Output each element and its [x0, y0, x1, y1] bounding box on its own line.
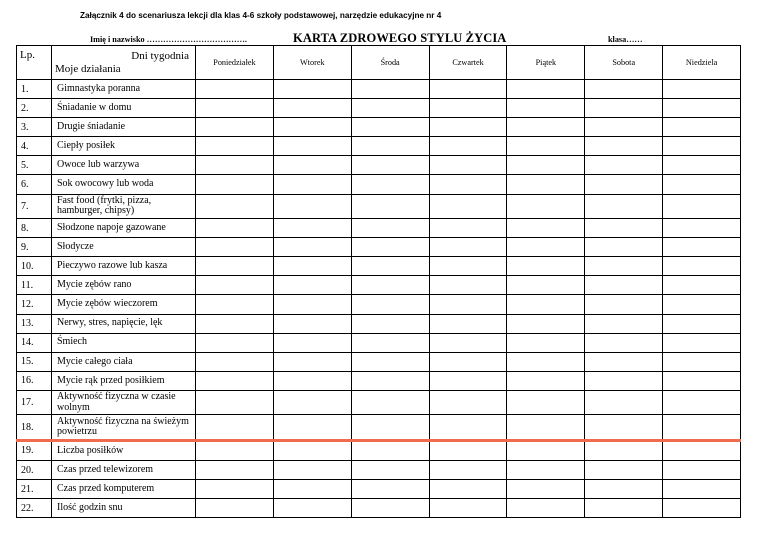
lp-header: Lp.: [17, 46, 52, 80]
days-header: Dni tygodnia: [131, 50, 189, 62]
day-entry-cell[interactable]: [351, 80, 429, 99]
day-entry-cell[interactable]: [663, 390, 741, 415]
row-number: 4.: [17, 137, 52, 156]
day-entry-cell[interactable]: [585, 238, 663, 257]
day-entry-cell[interactable]: [351, 99, 429, 118]
day-entry-cell[interactable]: [663, 118, 741, 137]
day-entry-cell[interactable]: [663, 415, 741, 441]
row-number: 6.: [17, 175, 52, 194]
day-entry-cell[interactable]: [429, 352, 507, 371]
table-row: [17, 440, 741, 460]
day-header: Sobota: [585, 46, 663, 80]
table-row: [17, 371, 741, 390]
day-entry-cell[interactable]: [196, 118, 274, 137]
day-entry-cell[interactable]: [507, 480, 585, 499]
table-row: [17, 276, 741, 295]
day-entry-cell[interactable]: [429, 480, 507, 499]
activity-label: Drugie śniadanie: [52, 118, 196, 137]
day-entry-cell[interactable]: [429, 219, 507, 238]
day-entry-cell[interactable]: [585, 219, 663, 238]
day-entry-cell[interactable]: [273, 194, 351, 219]
row-number: 3.: [17, 118, 52, 137]
table-header-row: [17, 46, 741, 80]
day-entry-cell[interactable]: [507, 276, 585, 295]
table-row: [17, 415, 741, 441]
activity-label: Pieczywo razowe lub kasza: [52, 257, 196, 276]
name-label: Imię i nazwisko ……………………………….: [90, 35, 247, 44]
day-entry-cell[interactable]: [507, 118, 585, 137]
day-entry-cell[interactable]: [585, 99, 663, 118]
day-entry-cell[interactable]: [663, 238, 741, 257]
day-entry-cell[interactable]: [273, 257, 351, 276]
day-entry-cell[interactable]: [585, 276, 663, 295]
day-entry-cell[interactable]: [507, 390, 585, 415]
day-entry-cell[interactable]: [663, 137, 741, 156]
activity-label: Owoce lub warzywa: [52, 156, 196, 175]
day-entry-cell[interactable]: [429, 390, 507, 415]
activity-label: Fast food (frytki, pizza, hamburger, chipsy): [52, 194, 196, 219]
day-entry-cell[interactable]: [663, 194, 741, 219]
day-entry-cell[interactable]: [585, 156, 663, 175]
day-entry-cell[interactable]: [507, 219, 585, 238]
day-entry-cell[interactable]: [663, 156, 741, 175]
activity-label: Śniadanie w domu: [52, 99, 196, 118]
day-entry-cell[interactable]: [273, 276, 351, 295]
row-number: 7.: [17, 194, 52, 219]
day-entry-cell[interactable]: [429, 499, 507, 518]
day-entry-cell[interactable]: [663, 480, 741, 499]
day-entry-cell[interactable]: [429, 99, 507, 118]
day-entry-cell[interactable]: [585, 415, 663, 441]
day-entry-cell[interactable]: [429, 175, 507, 194]
table-row: [17, 499, 741, 518]
day-entry-cell[interactable]: [273, 156, 351, 175]
activity-label: Śmiech: [52, 333, 196, 352]
day-entry-cell[interactable]: [351, 238, 429, 257]
day-entry-cell[interactable]: [507, 461, 585, 480]
day-entry-cell[interactable]: [351, 390, 429, 415]
day-entry-cell[interactable]: [429, 295, 507, 314]
day-entry-cell[interactable]: [196, 257, 274, 276]
table-row: [17, 461, 741, 480]
activity-label: Słodzone napoje gazowane: [52, 219, 196, 238]
row-number: 14.: [17, 333, 52, 352]
day-entry-cell[interactable]: [196, 219, 274, 238]
day-entry-cell[interactable]: [429, 156, 507, 175]
day-entry-cell[interactable]: [663, 333, 741, 352]
table-row: [17, 175, 741, 194]
day-entry-cell[interactable]: [351, 194, 429, 219]
activity-label: Ciepły posiłek: [52, 137, 196, 156]
activity-label: Czas przed komputerem: [52, 480, 196, 499]
day-entry-cell[interactable]: [585, 352, 663, 371]
day-entry-cell[interactable]: [429, 194, 507, 219]
class-label: klasa……: [608, 35, 643, 44]
day-entry-cell[interactable]: [273, 390, 351, 415]
day-entry-cell[interactable]: [429, 80, 507, 99]
actions-header: Moje działania: [55, 63, 121, 75]
row-number: 21.: [17, 480, 52, 499]
day-entry-cell[interactable]: [663, 276, 741, 295]
day-entry-cell[interactable]: [196, 415, 274, 441]
day-entry-cell[interactable]: [273, 137, 351, 156]
day-entry-cell[interactable]: [507, 156, 585, 175]
table-row: [17, 156, 741, 175]
activity-label: Słodycze: [52, 238, 196, 257]
day-entry-cell[interactable]: [507, 352, 585, 371]
day-entry-cell[interactable]: [196, 194, 274, 219]
activity-label: Ilość godzin snu: [52, 499, 196, 518]
day-entry-cell[interactable]: [196, 276, 274, 295]
day-entry-cell[interactable]: [429, 415, 507, 441]
day-entry-cell[interactable]: [585, 333, 663, 352]
day-entry-cell[interactable]: [273, 80, 351, 99]
day-entry-cell[interactable]: [351, 118, 429, 137]
day-entry-cell[interactable]: [663, 499, 741, 518]
day-entry-cell[interactable]: [663, 295, 741, 314]
row-number: 17.: [17, 390, 52, 415]
day-entry-cell[interactable]: [429, 238, 507, 257]
activity-label: Aktywność fizyczna w czasie wolnym: [52, 390, 196, 415]
activity-label: Mycie całego ciała: [52, 352, 196, 371]
day-entry-cell[interactable]: [196, 175, 274, 194]
row-number: 2.: [17, 99, 52, 118]
day-entry-cell[interactable]: [507, 175, 585, 194]
row-number: 9.: [17, 238, 52, 257]
day-entry-cell[interactable]: [351, 175, 429, 194]
day-entry-cell[interactable]: [585, 175, 663, 194]
day-entry-cell[interactable]: [273, 440, 351, 460]
day-entry-cell[interactable]: [585, 314, 663, 333]
day-entry-cell[interactable]: [429, 440, 507, 460]
day-entry-cell[interactable]: [585, 461, 663, 480]
day-entry-cell[interactable]: [196, 156, 274, 175]
day-entry-cell[interactable]: [429, 118, 507, 137]
day-entry-cell[interactable]: [196, 461, 274, 480]
day-entry-cell[interactable]: [429, 371, 507, 390]
day-entry-cell[interactable]: [273, 238, 351, 257]
day-entry-cell[interactable]: [585, 499, 663, 518]
activity-label: Mycie zębów rano: [52, 276, 196, 295]
day-entry-cell[interactable]: [507, 238, 585, 257]
day-entry-cell[interactable]: [351, 371, 429, 390]
row-number: 20.: [17, 461, 52, 480]
activity-label: Sok owocowy lub woda: [52, 175, 196, 194]
day-entry-cell[interactable]: [351, 352, 429, 371]
day-entry-cell[interactable]: [585, 194, 663, 219]
table-row: [17, 314, 741, 333]
day-entry-cell[interactable]: [429, 461, 507, 480]
row-number: 13.: [17, 314, 52, 333]
day-entry-cell[interactable]: [507, 137, 585, 156]
day-entry-cell[interactable]: [196, 295, 274, 314]
row-number: 19.: [17, 440, 52, 460]
day-entry-cell[interactable]: [663, 219, 741, 238]
day-entry-cell[interactable]: [196, 480, 274, 499]
day-entry-cell[interactable]: [429, 333, 507, 352]
day-entry-cell[interactable]: [196, 80, 274, 99]
row-number: 16.: [17, 371, 52, 390]
table-row: [17, 352, 741, 371]
row-number: 11.: [17, 276, 52, 295]
day-entry-cell[interactable]: [663, 175, 741, 194]
activity-label: Mycie rąk przed posiłkiem: [52, 371, 196, 390]
day-entry-cell[interactable]: [273, 352, 351, 371]
row-number: 10.: [17, 257, 52, 276]
row-number: 18.: [17, 415, 52, 441]
day-entry-cell[interactable]: [585, 80, 663, 99]
day-entry-cell[interactable]: [663, 80, 741, 99]
day-entry-cell[interactable]: [273, 295, 351, 314]
day-entry-cell[interactable]: [663, 314, 741, 333]
table-row: [17, 80, 741, 99]
row-number: 5.: [17, 156, 52, 175]
day-entry-cell[interactable]: [351, 156, 429, 175]
day-entry-cell[interactable]: [273, 99, 351, 118]
table-row: [17, 137, 741, 156]
day-entry-cell[interactable]: [507, 333, 585, 352]
day-entry-cell[interactable]: [273, 461, 351, 480]
day-entry-cell[interactable]: [351, 295, 429, 314]
row-number: 15.: [17, 352, 52, 371]
day-entry-cell[interactable]: [663, 352, 741, 371]
day-entry-cell[interactable]: [663, 440, 741, 460]
day-entry-cell[interactable]: [351, 219, 429, 238]
activity-label: Mycie zębów wieczorem: [52, 295, 196, 314]
day-entry-cell[interactable]: [273, 480, 351, 499]
day-entry-cell[interactable]: [585, 118, 663, 137]
activity-label: Czas przed telewizorem: [52, 461, 196, 480]
day-header: Poniedziałek: [196, 46, 274, 80]
day-entry-cell[interactable]: [585, 257, 663, 276]
page-title: KARTA ZDROWEGO STYLU ŻYCIA: [293, 31, 507, 45]
day-entry-cell[interactable]: [507, 371, 585, 390]
table-row: [17, 333, 741, 352]
activity-label: Liczba posiłków: [52, 440, 196, 460]
day-entry-cell[interactable]: [585, 390, 663, 415]
day-entry-cell[interactable]: [351, 415, 429, 441]
day-entry-cell[interactable]: [429, 137, 507, 156]
table-row: [17, 257, 741, 276]
day-header: Czwartek: [429, 46, 507, 80]
table-row: [17, 295, 741, 314]
day-entry-cell[interactable]: [196, 499, 274, 518]
day-entry-cell[interactable]: [351, 461, 429, 480]
table-row: [17, 480, 741, 499]
row-number: 1.: [17, 80, 52, 99]
day-entry-cell[interactable]: [196, 238, 274, 257]
day-entry-cell[interactable]: [585, 371, 663, 390]
day-entry-cell[interactable]: [507, 415, 585, 441]
day-entry-cell[interactable]: [507, 295, 585, 314]
day-entry-cell[interactable]: [196, 390, 274, 415]
day-entry-cell[interactable]: [351, 276, 429, 295]
day-entry-cell[interactable]: [273, 499, 351, 518]
day-header: Środa: [351, 46, 429, 80]
health-card-table: [16, 45, 741, 518]
day-entry-cell[interactable]: [507, 257, 585, 276]
day-header: Wtorek: [273, 46, 351, 80]
document-header-line: Załącznik 4 do scenariusza lekcji dla klas 4-6 szkoły podstawowej, narzędzie edukacyjne nr 4: [80, 11, 442, 20]
day-entry-cell[interactable]: [429, 314, 507, 333]
day-entry-cell[interactable]: [273, 415, 351, 441]
day-entry-cell[interactable]: [273, 219, 351, 238]
table-row: [17, 118, 741, 137]
activity-label: Gimnastyka poranna: [52, 80, 196, 99]
day-entry-cell[interactable]: [507, 314, 585, 333]
day-entry-cell[interactable]: [273, 175, 351, 194]
day-entry-cell[interactable]: [663, 461, 741, 480]
day-entry-cell[interactable]: [196, 352, 274, 371]
activity-label: Aktywność fizyczna na świeżym powietrzu: [52, 415, 196, 441]
day-entry-cell[interactable]: [196, 137, 274, 156]
day-entry-cell[interactable]: [507, 80, 585, 99]
day-entry-cell[interactable]: [507, 499, 585, 518]
activity-label: Nerwy, stres, napięcie, lęk: [52, 314, 196, 333]
day-entry-cell[interactable]: [351, 480, 429, 499]
table-row: [17, 390, 741, 415]
day-entry-cell[interactable]: [585, 480, 663, 499]
day-entry-cell[interactable]: [273, 118, 351, 137]
day-entry-cell[interactable]: [663, 257, 741, 276]
day-entry-cell[interactable]: [196, 440, 274, 460]
day-entry-cell[interactable]: [507, 440, 585, 460]
day-entry-cell[interactable]: [196, 371, 274, 390]
table-row: [17, 99, 741, 118]
row-number: 8.: [17, 219, 52, 238]
day-entry-cell[interactable]: [429, 257, 507, 276]
day-entry-cell[interactable]: [196, 333, 274, 352]
day-entry-cell[interactable]: [351, 257, 429, 276]
row-number: 12.: [17, 295, 52, 314]
day-entry-cell[interactable]: [273, 333, 351, 352]
table-row: [17, 238, 741, 257]
day-entry-cell[interactable]: [273, 371, 351, 390]
diagonal-header-cell: [52, 46, 196, 80]
day-entry-cell[interactable]: [196, 314, 274, 333]
day-entry-cell[interactable]: [429, 276, 507, 295]
day-entry-cell[interactable]: [585, 295, 663, 314]
day-header: Piątek: [507, 46, 585, 80]
day-entry-cell[interactable]: [351, 440, 429, 460]
table-row: [17, 194, 741, 219]
row-number: 22.: [17, 499, 52, 518]
day-entry-cell[interactable]: [196, 99, 274, 118]
day-entry-cell[interactable]: [585, 440, 663, 460]
day-entry-cell[interactable]: [585, 137, 663, 156]
day-entry-cell[interactable]: [663, 99, 741, 118]
day-entry-cell[interactable]: [507, 99, 585, 118]
day-entry-cell[interactable]: [273, 314, 351, 333]
day-entry-cell[interactable]: [507, 194, 585, 219]
day-entry-cell[interactable]: [351, 499, 429, 518]
table-row: [17, 219, 741, 238]
day-entry-cell[interactable]: [351, 333, 429, 352]
day-entry-cell[interactable]: [351, 314, 429, 333]
day-header: Niedziela: [663, 46, 741, 80]
day-entry-cell[interactable]: [351, 137, 429, 156]
day-entry-cell[interactable]: [663, 371, 741, 390]
